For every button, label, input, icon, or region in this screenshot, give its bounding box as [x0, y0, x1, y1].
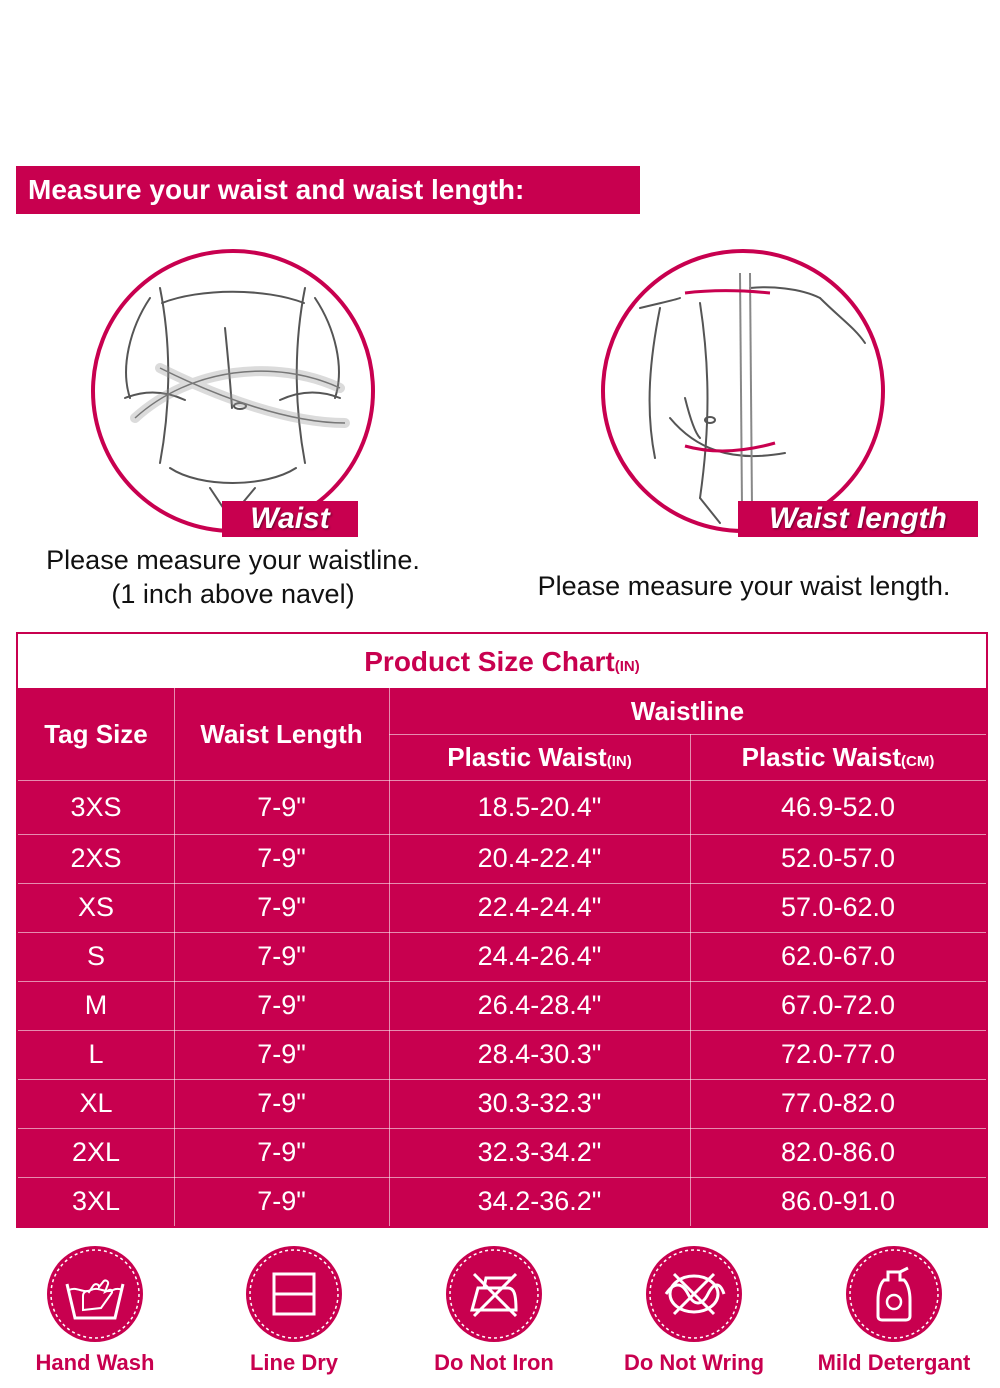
cell-waist-length: 7-9" — [257, 1088, 306, 1118]
waist-length-caption: Please measure your waist length. — [537, 571, 951, 601]
size-chart-title-text: Product Size Chart — [364, 646, 615, 677]
cell-plastic-waist-cm: 46.9-52.0 — [780, 791, 896, 822]
cell-plastic-waist-in: 32.3-34.2" — [477, 1137, 602, 1167]
header-plastic-waist-in-unit: (IN) — [606, 752, 632, 770]
cell-tag-size: S — [86, 941, 105, 971]
cell-tag-size: 3XL — [71, 1186, 121, 1216]
header-plastic-waist-cm-unit: (CM) — [901, 752, 935, 770]
cell-waist-length: 7-9" — [257, 892, 306, 922]
waist-caption-line-2: (1 inch above navel) — [111, 579, 355, 609]
cell-tag-size: XS — [77, 892, 115, 922]
care-label-mild-detergent: Mild Detergant — [817, 1350, 971, 1375]
size-chart-title — [18, 634, 986, 688]
cell-waist-length: 7-9" — [257, 1137, 306, 1167]
product-size-chart — [16, 632, 988, 1228]
cell-plastic-waist-cm: 62.0-67.0 — [780, 941, 896, 971]
cell-plastic-waist-cm: 82.0-86.0 — [780, 1137, 896, 1167]
do-not-iron-icon — [444, 1244, 544, 1344]
cell-plastic-waist-cm: 77.0-82.0 — [780, 1088, 896, 1118]
waist-measure-icon — [90, 248, 376, 534]
header-plastic-waist-in — [389, 734, 690, 780]
cell-tag-size: 3XS — [70, 791, 122, 822]
cell-plastic-waist-cm: 52.0-57.0 — [780, 843, 896, 873]
cell-waist-length: 7-9" — [257, 791, 306, 822]
care-label-hand-wash: Hand Wash — [35, 1350, 155, 1375]
care-item-do-not-iron — [404, 1244, 584, 1384]
line-dry-icon — [244, 1244, 344, 1344]
cell-waist-length: 7-9" — [257, 990, 306, 1020]
header-waist-length: Waist Length — [200, 718, 363, 749]
cell-waist-length: 7-9" — [257, 843, 306, 873]
cell-waist-length: 7-9" — [257, 1186, 306, 1216]
waist-caption-line-1: Please measure your waistline. — [46, 545, 420, 575]
header-plastic-waist-cm — [690, 734, 986, 780]
cell-plastic-waist-cm: 86.0-91.0 — [780, 1186, 896, 1216]
cell-waist-length: 7-9" — [257, 941, 306, 971]
size-chart-body — [18, 688, 986, 1226]
header-plastic-waist-in-text: Plastic Waist — [447, 741, 607, 772]
waist-length-illustration — [600, 248, 886, 534]
care-item-hand-wash — [5, 1244, 185, 1384]
cell-waist-length: 7-9" — [257, 1039, 306, 1069]
cell-plastic-waist-in: 34.2-36.2" — [477, 1186, 602, 1216]
cell-plastic-waist-cm: 57.0-62.0 — [780, 892, 896, 922]
header-waistline: Waistline — [630, 695, 745, 726]
measure-header-banner: Measure your waist and waist length: — [16, 166, 640, 214]
care-item-do-not-wring — [604, 1244, 784, 1384]
waist-label: Waist — [222, 501, 358, 537]
cell-tag-size: XL — [79, 1088, 113, 1118]
cell-plastic-waist-cm: 67.0-72.0 — [780, 990, 896, 1020]
header-tag-size: Tag Size — [44, 718, 148, 749]
cell-plastic-waist-in: 18.5-20.4" — [477, 791, 602, 822]
cell-plastic-waist-in: 20.4-22.4" — [477, 843, 602, 873]
cell-plastic-waist-in: 26.4-28.4" — [477, 990, 602, 1020]
cell-tag-size: L — [88, 1039, 104, 1069]
grid-hline — [389, 734, 986, 735]
cell-plastic-waist-in: 30.3-32.3" — [477, 1088, 602, 1118]
do-not-wring-icon — [644, 1244, 744, 1344]
cell-plastic-waist-cm: 72.0-77.0 — [780, 1039, 896, 1069]
cell-plastic-waist-in: 28.4-30.3" — [477, 1039, 602, 1069]
header-plastic-waist-cm-text: Plastic Waist — [741, 741, 902, 772]
care-item-mild-detergent — [804, 1244, 984, 1384]
cell-tag-size: M — [84, 990, 108, 1020]
waist-length-label: Waist length — [738, 501, 978, 537]
care-label-do-not-wring: Do Not Wring — [623, 1350, 765, 1375]
care-item-line-dry — [204, 1244, 384, 1384]
size-chart-title-unit: (IN) — [614, 658, 640, 675]
care-label-line-dry: Line Dry — [249, 1350, 339, 1375]
cell-plastic-waist-in: 24.4-26.4" — [477, 941, 602, 971]
hand-wash-icon — [45, 1244, 145, 1344]
waist-length-measure-icon — [600, 248, 886, 534]
cell-plastic-waist-in: 22.4-24.4" — [477, 892, 602, 922]
cell-tag-size: 2XS — [70, 843, 122, 873]
mild-detergent-icon — [844, 1244, 944, 1344]
cell-tag-size: 2XL — [71, 1137, 121, 1167]
care-label-do-not-iron: Do Not Iron — [434, 1350, 554, 1375]
waist-illustration — [90, 248, 376, 534]
